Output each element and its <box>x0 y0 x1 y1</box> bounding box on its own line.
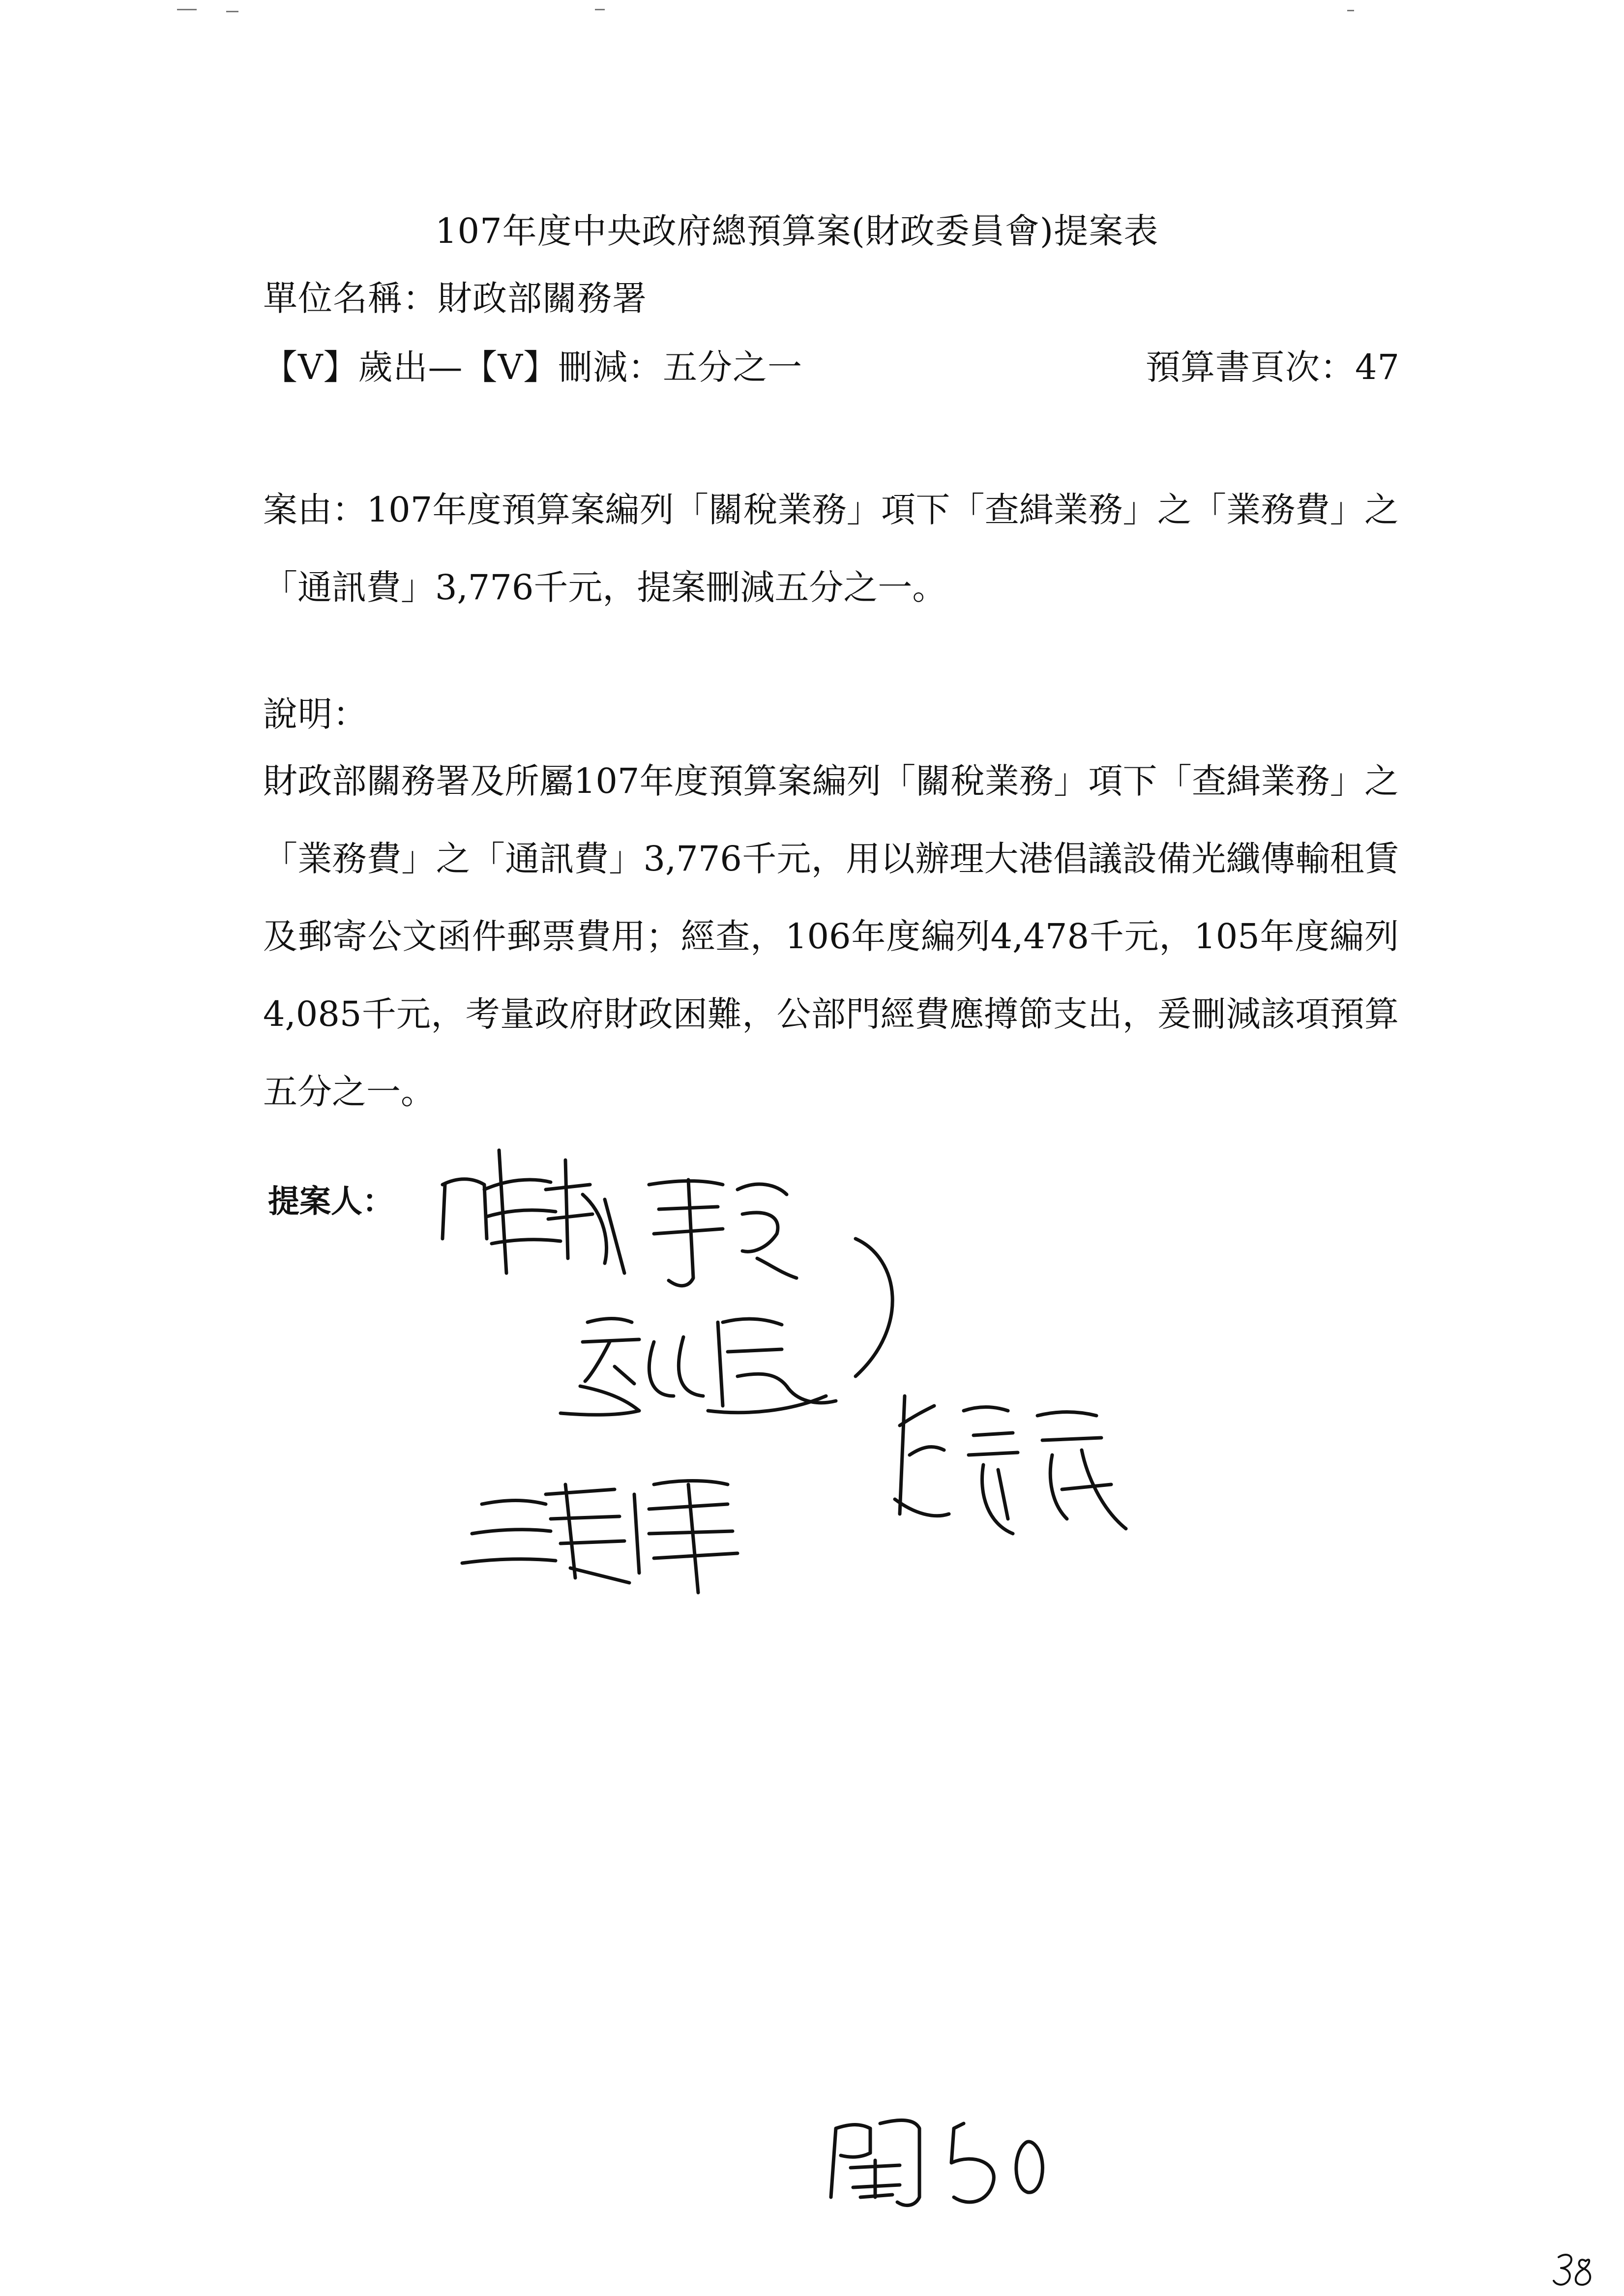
unit-name: 單位名稱：財政部關務署 <box>263 278 647 319</box>
handwritten-signature-3 <box>462 1481 738 1593</box>
handwritten-code <box>831 2120 1042 2205</box>
description-heading: 說明： <box>263 694 368 734</box>
handwritten-signature-1 <box>443 1150 892 1376</box>
handwritten-page-number <box>1554 2255 1590 2285</box>
proposer-label: 提案人： <box>268 1184 394 1220</box>
budget-page-reference: 預算書頁次：47 <box>1146 347 1400 387</box>
proposal-reason: 案由：107年度預算案編列「關稅業務」項下「查緝業務」之「業務費」之「通訊費」3,776千元，提案刪減五分之一。 <box>263 490 1399 608</box>
handwritten-signature-4 <box>895 1396 1126 1534</box>
handwritten-signature-2 <box>561 1319 836 1415</box>
description-text: 財政部關務署及所屬107年度預算案編列「關稅業務」項下「查緝業務」之「業務費」之「通訊費」3,776千元，用以辦理大港倡議設備光纖傳輸租賃及郵寄公文函件郵票費用；經查，106年度編列4,478千元，105年度編列4,085千元，考量政府財政困難，公部門經費應撙節支出，爰刪減該項預算五分之一。 <box>263 761 1399 1112</box>
budget-category: 【V】歲出—【V】刪減：五分之一 <box>263 347 803 387</box>
document-title: 107年度中央政府總預算案(財政委員會)提案表 <box>435 211 1159 251</box>
